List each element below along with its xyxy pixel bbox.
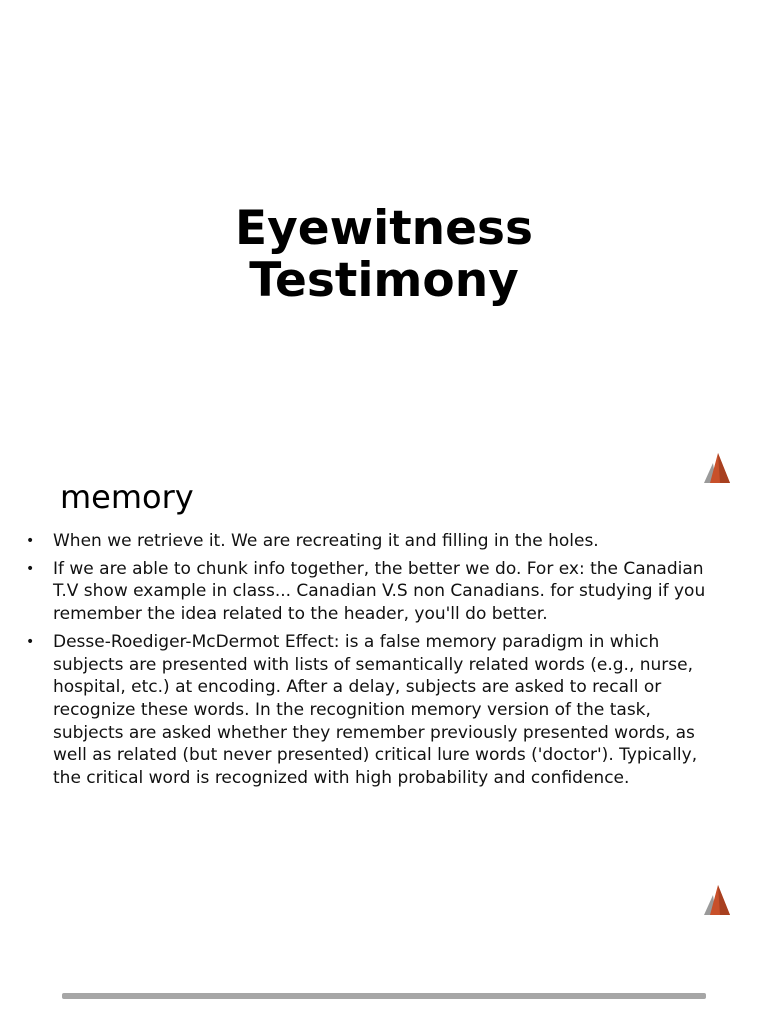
list-item <box>26 558 706 626</box>
memory-slide <box>0 470 768 940</box>
list-item <box>26 631 706 790</box>
section-heading: memory <box>60 478 194 516</box>
bullet-dot: • <box>26 560 35 577</box>
page-scroll-indicator <box>62 993 706 999</box>
bullet-dot: • <box>26 633 35 650</box>
title-line-1: Eyewitness <box>235 201 533 256</box>
bullet-text: Desse-Roediger-McDermot Effect: is a false memory paradigm in which subjects are presented with lists of semantically related words (e.g., nurse, hospital, etc.) at encoding. After a delay, subjects are asked to recall or recognize these words. In the recognition memory version of the task, subjects are asked whether they remember previously presented words, as well as related (but never presented) critical lure words ('doctor'). Typically, the critical word is recognized with high probability and confidence. <box>53 631 698 789</box>
bullet-list <box>26 530 706 795</box>
title-slide <box>0 0 768 470</box>
list-item <box>26 530 706 553</box>
pyramid-logo-icon <box>696 883 732 919</box>
bullet-text: If we are able to chunk info together, the better we do. For ex: the Canadian T.V show example in class... Canadian V.S non Canadians. for studying if you remember the idea related to the header, you'll do better. <box>53 558 706 625</box>
title-line-2: Testimony <box>249 253 519 308</box>
bullet-text: When we retrieve it. We are recreating it and filling in the holes. <box>53 531 599 551</box>
bullet-dot: • <box>26 533 35 549</box>
slide-title <box>0 203 768 307</box>
